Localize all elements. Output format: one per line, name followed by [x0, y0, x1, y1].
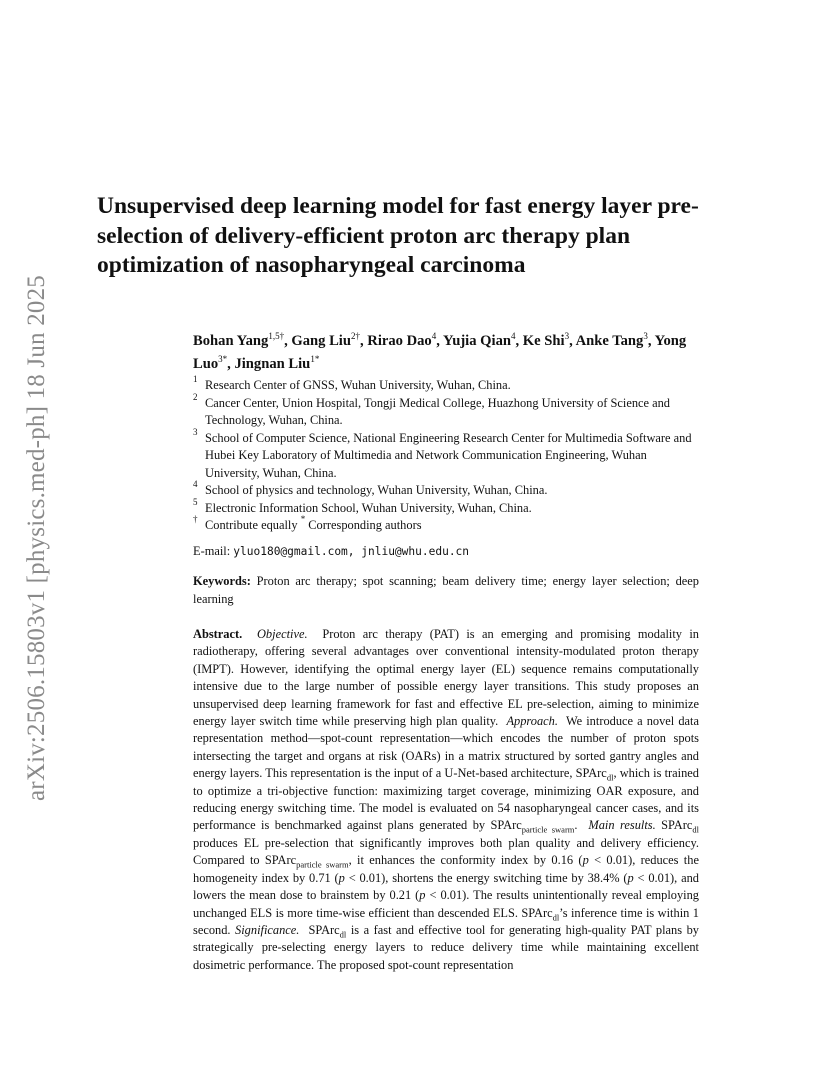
author-name: Gang Liu [291, 333, 351, 349]
contribution-note: † Contribute equally * Corresponding authors [193, 514, 422, 532]
affiliation-item: $^1$ Research Center of GNSS, Wuhan University, Wuhan, China. [193, 374, 511, 392]
author-affiliation-mark: 4 [431, 331, 437, 342]
author-name: Ke Shi [522, 333, 565, 349]
author-affiliation-mark: 2† [350, 331, 360, 342]
keywords-text: Proton arc therapy; spot scanning; beam delivery time; energy layer selection; deep learning [193, 574, 699, 606]
author-affiliation-mark: 4 [511, 331, 516, 342]
email-line [193, 543, 703, 560]
author-name: Jingnan Liu [234, 356, 311, 372]
arxiv-identifier-stamp: arXiv:2506.15803v1 [physics.med-ph] 18 Jun 2025 [23, 274, 51, 802]
affiliation-text: Electronic Information School, Wuhan University, Wuhan, China. [205, 500, 532, 515]
significance-label: Significance. [235, 922, 300, 937]
author-name: Anke Tang [575, 333, 644, 349]
author-affiliation-mark: 1* [310, 354, 320, 365]
author-affiliation-mark: 3 [643, 331, 648, 342]
arxiv-sidebar [20, 248, 54, 828]
author-affiliation-mark: 1,5† [268, 331, 285, 342]
abstract-block: Abstract. Objective. Proton arc therapy (PAT) is an emerging and promising modality in radiotherapy, offering several advantages over conventional intensity-modulated proton therapy (IMPT). However, identifying the optimal energy layer (EL) sequence remains computationally intensive due to the large number of possible energy layer transitions. This study proposes an unsupervised deep learning framework for fast and effective EL pre-selection, aiming to minimize energy layer switch time while preserving high plan quality. Approach. We introduce a novel data representation method—spot-count representation—which encodes the number of proton spots intersecting the target and organs at risk (OARs) in a matrix structured by sorted gantry angles and energy layers. This representation is the input of a U-Net-based architecture, SPArc$_{dl}$, which is trained to optimize a tri-objective function: maximizing target coverage, minimizing OAR exposure, and reducing energy switching time. The model is evaluated on 54 nasopharyngeal cancer cases, and its performance is benchmarked against plans generated by SPArc$_{particle swarm}$. Main results. SPArc$_{dl}$ produces EL pre-selection that significantly improves both plan quality and delivery efficiency. Compared to SPArc$_{particle swarm}$, it enhances the conformity index by 0.16 (p < 0.01), reduces the homogeneity index by 0.71 (p < 0.01), shortens the energy switching time by 38.4% (p < 0.01), and lowers the mean dose to brainstem by 0.21 (p < 0.01). The results unintentionally reveal employing unchanged ELS is more time-wise efficient than descended ELS. SPArc$_{dl}$’s inference time is within 1 second. Significance. SPArc$_{dl}$ is a fast and effective tool for generating high-quality PAT plans by strategically pre-selecting energy layers to reduce delivery time while maintaining excellent dosimetric performance. The proposed spot-count representation [193, 627, 699, 972]
author-list: Bohan Yang$^{1,5\dagger}$, Gang Liu$^{2\dagger}$, Rirao Dao$^4$, Yujia Qian$^4$, Ke Shi$^3$, Anke Tang$^3$, Yong Luo$^{3*}$, Jingnan Liu$^{1*}$ [193, 331, 687, 372]
email-label: E-mail: [193, 544, 231, 558]
affiliation-text: School of physics and technology, Wuhan University, Wuhan, China. [205, 483, 548, 497]
email-addresses[interactable]: yluo180@gmail.com, jnliu@whu.edu.cn [233, 545, 470, 558]
affiliation-text: Cancer Center, Union Hospital, Tongji Medical College, Huazhong University of Science and Technology, Wuhan, China. [205, 395, 671, 427]
keywords-block [193, 573, 699, 608]
affiliation-item: $^5$ Electronic Information School, Wuhan University, Wuhan, China. [193, 496, 532, 515]
author-affiliation-mark: 3* [218, 354, 228, 365]
affiliation-item: $^4$ School of physics and technology, Wuhan University, Wuhan, China. [193, 479, 548, 497]
abstract-label: Abstract. [193, 627, 243, 641]
affiliation-item: $^2$ Cancer Center, Union Hospital, Tongji Medical College, Huazhong University of Science and Technology, Wuhan, China. [193, 391, 671, 427]
affiliation-list [193, 374, 703, 535]
approach-label: Approach. [506, 714, 558, 729]
results-label: Main results. [588, 818, 656, 833]
objective-label: Objective. [256, 627, 308, 641]
paper-title: Unsupervised deep learning model for fast energy layer pre-selection of delivery-efficient proton arc therapy plan optimization of nasopharyngeal carcinoma [97, 193, 699, 278]
author-name: Bohan Yang [193, 333, 269, 349]
keywords-label: Keywords: [193, 574, 251, 588]
affiliation-item: $^3$ School of Computer Science, National Engineering Research Center for Multimedia Software and Hubei Key Laboratory of Multimedia and Network Communication Engineering, Wuhan University, Wuhan, China. [193, 426, 692, 480]
objective-text: Proton arc therapy (PAT) is an emerging and promising modality in radiotherapy, offering several advantages over conventional intensity-modulated proton therapy (IMPT). However, identifying the optimal energy layer (EL) sequence remains computationally intensive due to the large number of possible energy layer transitions. This study proposes an unsupervised deep learning framework for fast and effective EL pre-selection, aiming to minimize energy layer switch time while preserving high plan quality. [193, 627, 699, 729]
affiliation-text: School of Computer Science, National Engineering Research Center for Multimedia Software and Hubei Key Laboratory of Multimedia and Network Communication Engineering, Wuhan University, Wuhan, China. [205, 430, 692, 480]
author-name: Yong Luo [193, 333, 687, 372]
affiliation-text: Research Center of GNSS, Wuhan University, Wuhan, China. [205, 378, 511, 392]
author-name: Rirao Dao [367, 333, 432, 349]
author-name: Yujia Qian [443, 333, 511, 349]
author-affiliation-mark: 3 [564, 331, 570, 342]
